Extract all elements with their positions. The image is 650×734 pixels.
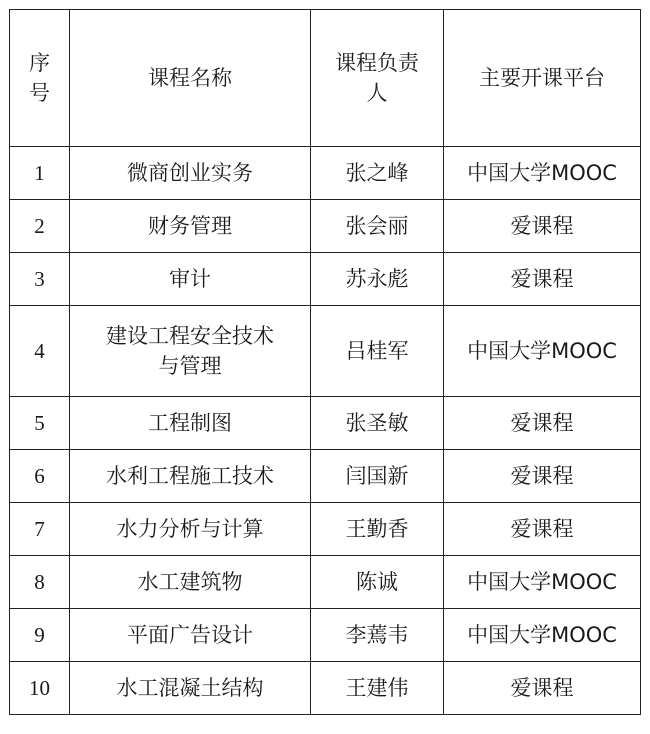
cell-course-owner: 闫国新 bbox=[311, 450, 444, 503]
course-table bbox=[9, 9, 641, 715]
cell-platform: 中国大学MOOC bbox=[444, 609, 641, 662]
cell-index: 7 bbox=[10, 503, 70, 556]
header-course-owner: 课程负责 人 bbox=[311, 10, 444, 147]
header-platform: 主要开课平台 bbox=[444, 10, 641, 147]
header-index: 序 号 bbox=[10, 10, 70, 147]
cell-course-name: 水利工程施工技术 bbox=[70, 450, 311, 503]
cell-platform: 爱课程 bbox=[444, 662, 641, 715]
header-course-name: 课程名称 bbox=[70, 10, 311, 147]
cell-course-owner: 陈诚 bbox=[311, 556, 444, 609]
cell-index: 6 bbox=[10, 450, 70, 503]
cell-index: 8 bbox=[10, 556, 70, 609]
table-row bbox=[10, 450, 641, 503]
cell-index: 3 bbox=[10, 253, 70, 306]
table-body bbox=[10, 147, 641, 715]
cell-index: 10 bbox=[10, 662, 70, 715]
cell-platform: 爱课程 bbox=[444, 450, 641, 503]
table-row bbox=[10, 609, 641, 662]
cell-index: 9 bbox=[10, 609, 70, 662]
table-row bbox=[10, 662, 641, 715]
cell-course-name: 微商创业实务 bbox=[70, 147, 311, 200]
cell-course-name: 建设工程安全技术 与管理 bbox=[70, 306, 311, 397]
cell-platform: 中国大学MOOC bbox=[444, 147, 641, 200]
cell-platform: 爱课程 bbox=[444, 397, 641, 450]
cell-course-name: 财务管理 bbox=[70, 200, 311, 253]
cell-platform: 爱课程 bbox=[444, 253, 641, 306]
table-row bbox=[10, 147, 641, 200]
table-row bbox=[10, 200, 641, 253]
cell-course-owner: 苏永彪 bbox=[311, 253, 444, 306]
cell-course-name: 水力分析与计算 bbox=[70, 503, 311, 556]
table-row bbox=[10, 556, 641, 609]
cell-course-owner: 张之峰 bbox=[311, 147, 444, 200]
cell-platform: 爱课程 bbox=[444, 200, 641, 253]
cell-platform: 中国大学MOOC bbox=[444, 556, 641, 609]
cell-course-name: 水工混凝土结构 bbox=[70, 662, 311, 715]
cell-course-owner: 吕桂军 bbox=[311, 306, 444, 397]
table-row bbox=[10, 397, 641, 450]
cell-course-owner: 张圣敏 bbox=[311, 397, 444, 450]
cell-course-owner: 李蔫韦 bbox=[311, 609, 444, 662]
cell-platform: 中国大学MOOC bbox=[444, 306, 641, 397]
cell-course-owner: 王建伟 bbox=[311, 662, 444, 715]
header-row bbox=[10, 10, 641, 147]
table-row bbox=[10, 306, 641, 397]
cell-index: 1 bbox=[10, 147, 70, 200]
table-row bbox=[10, 253, 641, 306]
cell-course-name: 平面广告设计 bbox=[70, 609, 311, 662]
cell-course-name: 审计 bbox=[70, 253, 311, 306]
cell-index: 4 bbox=[10, 306, 70, 397]
cell-course-owner: 张会丽 bbox=[311, 200, 444, 253]
cell-course-name: 水工建筑物 bbox=[70, 556, 311, 609]
cell-index: 5 bbox=[10, 397, 70, 450]
cell-course-name: 工程制图 bbox=[70, 397, 311, 450]
cell-course-owner: 王勤香 bbox=[311, 503, 444, 556]
cell-index: 2 bbox=[10, 200, 70, 253]
table-row bbox=[10, 503, 641, 556]
cell-platform: 爱课程 bbox=[444, 503, 641, 556]
